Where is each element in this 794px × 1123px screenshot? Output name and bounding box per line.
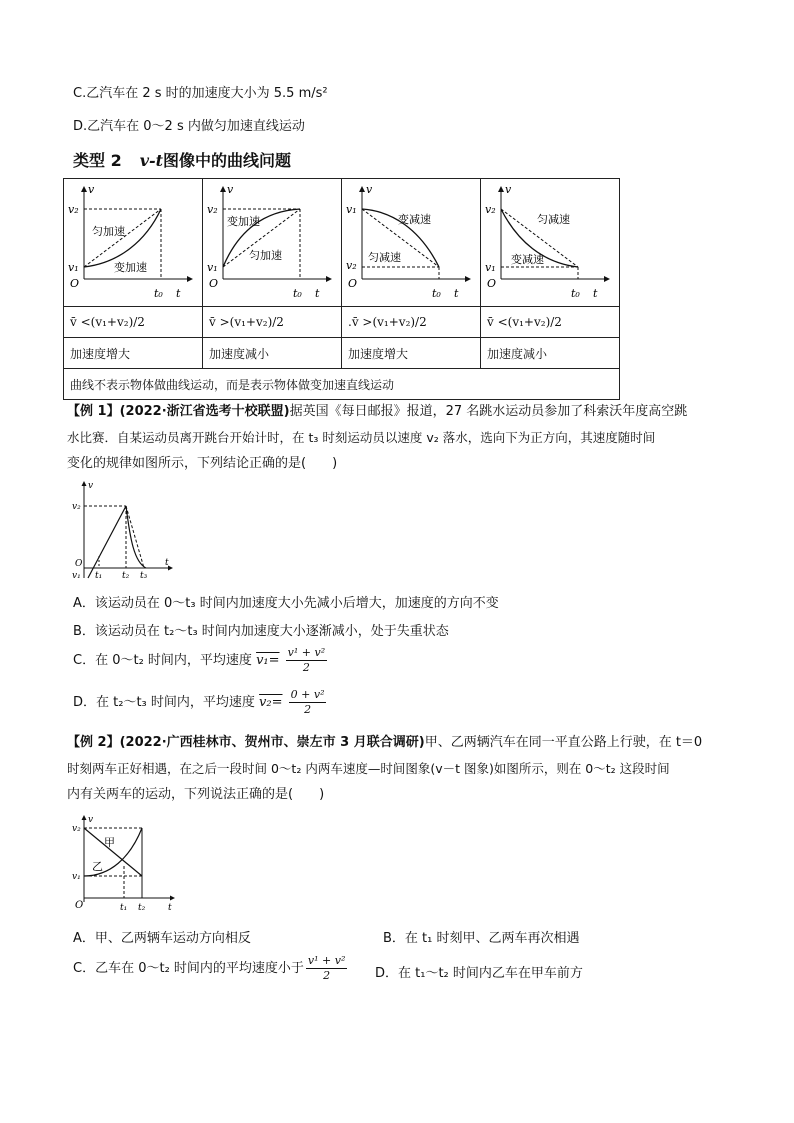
v1-label: v₁ (72, 571, 81, 581)
section-topic-rest: 图像中的曲线问题 (163, 151, 292, 170)
table-note: 曲线不表示物体做曲线运动，而是表示物体做变加速直线运动 (64, 369, 620, 400)
section-topic-var: v-t (139, 151, 164, 170)
v-top-label: v₂ (207, 203, 218, 216)
example-1-option-c-var: v₁= (256, 653, 280, 668)
yi-label: 乙 (92, 860, 103, 873)
origin-label: O (75, 559, 83, 569)
axis-t-label: t (454, 287, 459, 300)
example-2-line-1: 甲、乙两辆汽车在同一平直公路上行驶，在 t＝0 (424, 735, 703, 750)
t-label: t (168, 903, 172, 913)
t1-label: t₁ (95, 571, 103, 581)
label-2: 变减速 (511, 253, 544, 266)
graph-cell-1 (64, 179, 203, 307)
curve-fall (126, 506, 146, 568)
acc-cell-2: 加速度减小 (203, 338, 342, 369)
graph-cell-2 (203, 179, 342, 307)
graph-2 (203, 179, 341, 303)
example-1-line-1: 据英国《每日邮报》报道，27 名跳水运动员参加了科索沃年度高空跳 (289, 404, 688, 419)
axis-t-label: t (176, 287, 181, 300)
example-1-option-c-text: C．在 0～t₂ 时间内，平均速度 (73, 653, 252, 668)
example-2-graph (70, 812, 182, 916)
origin-label: O (75, 900, 84, 911)
t2-label: t₂ (122, 571, 130, 581)
origin-label: O (487, 277, 497, 290)
t-label: t (165, 558, 169, 568)
option-d-prev: D.乙汽车在 0～2 s 内做匀加速直线运动 (73, 119, 305, 134)
label-2: 匀加速 (249, 249, 282, 262)
label-1: 变减速 (398, 213, 431, 226)
label-1: 匀加速 (92, 225, 125, 238)
avg-cell-4: v̄ <(v₁+v₂)/2 (481, 307, 620, 338)
example-2-stem (67, 730, 732, 808)
example-1-stem (67, 399, 732, 477)
frac-denominator: 2 (323, 969, 331, 982)
example-2-option-d: D．在 t₁～t₂ 时间内乙车在甲车前方 (375, 966, 583, 981)
frac-denominator: 2 (302, 661, 310, 674)
v-top-label: v₁ (346, 203, 357, 216)
uniform-line (84, 209, 161, 267)
axis-t-label: t (315, 287, 320, 300)
section-title (73, 148, 291, 171)
example-1-graph (70, 478, 180, 582)
axis-v-label: v (366, 183, 373, 196)
v1-label: v₁ (72, 872, 81, 882)
t0-label: t₀ (571, 287, 580, 300)
example-1-option-d (73, 688, 328, 717)
section-label: 类型 2 (73, 151, 122, 170)
example-2-option-c (73, 954, 349, 983)
label-1: 变加速 (227, 215, 260, 228)
axis-v-label: v (227, 183, 234, 196)
example-1-option-d-var: v₂= (259, 695, 283, 710)
origin-label: O (348, 277, 358, 290)
avg-cell-1: v̄ <(v₁+v₂)/2 (64, 307, 203, 338)
label-2: 变加速 (114, 261, 147, 274)
axis-v-label: v (88, 183, 95, 196)
frac-numerator: v¹ + v² (287, 646, 326, 659)
v-bottom-label: v₁ (485, 261, 496, 274)
v-bottom-label: v₁ (207, 261, 218, 274)
v-label: v (88, 481, 94, 491)
label-2: 匀减速 (368, 251, 401, 264)
example-1-option-a: A．该运动员在 0～t₃ 时间内加速度大小先减小后增大，加速度的方向不变 (73, 596, 499, 611)
t1-label: t₁ (120, 903, 128, 913)
example-1-option-b: B．该运动员在 t₂～t₃ 时间内加速度大小逐渐减小，处于失重状态 (73, 624, 449, 639)
graph-cell-4 (481, 179, 620, 307)
example-1-source: (2022·浙江省选考十校联盟) (119, 404, 290, 419)
graph-1 (64, 179, 202, 303)
example-2-source: (2022·广西桂林市、贺州市、崇左市 3 月联合调研) (119, 735, 425, 750)
example-2-line-3: 内有关两车的运动，下列说法正确的是( ) (67, 787, 325, 802)
origin-label: O (70, 277, 80, 290)
v-bottom-label: v₁ (68, 261, 79, 274)
avg-cell-3: .v̄ >(v₁+v₂)/2 (342, 307, 481, 338)
summary-table (63, 178, 620, 400)
v-top-label: v₂ (68, 203, 79, 216)
t0-label: t₀ (154, 287, 163, 300)
frac-denominator: 2 (304, 703, 312, 716)
acc-cell-1: 加速度增大 (64, 338, 203, 369)
v-bottom-label: v₂ (346, 259, 357, 272)
example-2-option-c-frac (306, 954, 347, 983)
graph-cell-3 (342, 179, 481, 307)
rise-line (88, 506, 126, 578)
example-1-option-d-frac (289, 688, 327, 717)
v2-label: v₂ (72, 502, 81, 512)
example-1-tag: 【例 1】 (67, 404, 120, 419)
graph-3 (342, 179, 480, 303)
v-label: v (88, 815, 94, 825)
v-top-label: v₂ (485, 203, 496, 216)
example-1-line-2: 水比赛．自某运动员离开跳台开始计时，在 t₃ 时刻运动员以速度 v₂ 落水，选向下为正方向，其速度随时间 (67, 430, 656, 445)
t0-label: t₀ (293, 287, 302, 300)
avg-cell-2: v̄ >(v₁+v₂)/2 (203, 307, 342, 338)
example-1-option-c-frac (286, 646, 327, 675)
jia-label: 甲 (104, 836, 115, 849)
example-2-line-2: 时刻两车正好相遇，在之后一段时间 0～t₂ 内两车速度—时间图象(v－t 图象)如图所示，则在 0～t₂ 这段时间 (67, 761, 670, 776)
option-c-prev: C.乙汽车在 2 s 时的加速度大小为 5.5 m/s² (73, 86, 328, 101)
t3-label: t₃ (140, 571, 148, 581)
label-1: 匀减速 (537, 213, 570, 226)
origin-label: O (209, 277, 219, 290)
graph-4 (481, 179, 619, 303)
example-2-option-b: B．在 t₁ 时刻甲、乙两车再次相遇 (383, 931, 580, 946)
straight-fall (126, 506, 144, 568)
example-2-option-a: A．甲、乙两辆车运动方向相反 (73, 931, 251, 946)
frac-numerator: 0 + v² (290, 688, 325, 701)
acc-cell-3: 加速度增大 (342, 338, 481, 369)
example-2-tag: 【例 2】 (67, 735, 120, 750)
example-1-option-c (73, 646, 329, 675)
v2-label: v₂ (72, 824, 81, 834)
frac-numerator: v¹ + v² (307, 954, 346, 967)
example-1-line-3: 变化的规律如图所示，下列结论正确的是( ) (67, 456, 338, 471)
t0-label: t₀ (432, 287, 441, 300)
acc-cell-4: 加速度减小 (481, 338, 620, 369)
axis-t-label: t (593, 287, 598, 300)
axis-v-label: v (505, 183, 512, 196)
example-1-option-d-text: D．在 t₂～t₃ 时间内，平均速度 (73, 695, 255, 710)
t2-label: t₂ (138, 903, 146, 913)
example-2-option-c-text: C．乙车在 0～t₂ 时间内的平均速度小于 (73, 961, 304, 976)
